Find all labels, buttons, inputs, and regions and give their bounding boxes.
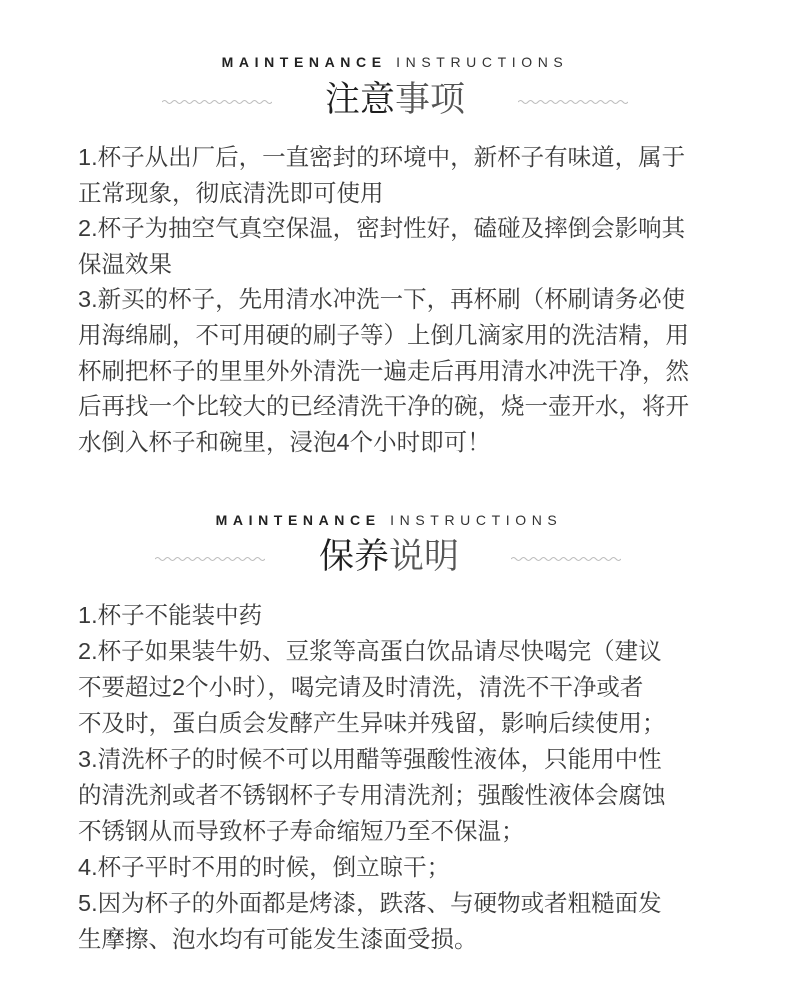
header-light-word: INSTRUCTIONS bbox=[390, 512, 563, 528]
section-1-english-header bbox=[0, 53, 790, 71]
section-2-title bbox=[0, 535, 784, 579]
section-2-body bbox=[78, 597, 768, 957]
section-1-body bbox=[78, 140, 768, 460]
header-bold-word: MAINTENANCE bbox=[215, 512, 381, 528]
body-line: 2.杯子如果装牛奶、豆浆等高蛋白饮品请尽快喝完（建议 bbox=[78, 638, 662, 664]
body-line: 2.杯子为抽空气真空保温，密封性好，磕碰及摔倒会影响其 bbox=[78, 215, 686, 242]
body-line: 杯刷把杯子的里里外外清洗一遍走后再用清水冲洗干净，然 bbox=[78, 357, 689, 384]
body-line: 不及时，蛋白质会发酵产生异味并残留，影响后续使用； bbox=[78, 710, 666, 736]
header-bold-word: MAINTENANCE bbox=[221, 54, 387, 70]
title-dark-part: 保养 bbox=[318, 537, 389, 576]
header-light-word: INSTRUCTIONS bbox=[396, 54, 569, 70]
body-line: 生摩擦、泡水均有可能发生漆面受损。 bbox=[78, 926, 478, 952]
title-dark-part: 注意 bbox=[324, 80, 395, 119]
body-line: 水倒入杯子和碗里，浸泡4个小时即可！ bbox=[78, 428, 491, 455]
body-line: 3.清洗杯子的时候不可以用醋等强酸性液体，只能用中性 bbox=[78, 746, 662, 772]
body-line: 后再找一个比较大的已经清洗干净的碗，烧一壶开水，将开 bbox=[78, 393, 689, 420]
body-line: 保温效果 bbox=[78, 250, 172, 277]
wave-divider-right-icon bbox=[518, 98, 628, 106]
body-line: 正常现象，彻底清洗即可使用 bbox=[78, 179, 384, 206]
body-line: 用海绵刷，不可用硬的刷子等）上倒几滴家用的洗洁精，用 bbox=[78, 321, 689, 348]
section-1-title bbox=[0, 78, 790, 122]
body-line: 的清洗剂或者不锈钢杯子专用清洗剂；强酸性液体会腐蚀 bbox=[78, 782, 666, 808]
title-light-part: 说明 bbox=[389, 537, 460, 576]
body-line: 不要超过2个小时），喝完请及时清洗，清洗不干净或者 bbox=[78, 674, 644, 700]
body-line: 3.新买的杯子，先用清水冲洗一下，再杯刷（杯刷请务必使 bbox=[78, 286, 686, 313]
body-line: 不锈钢从而导致杯子寿命缩短乃至不保温； bbox=[78, 818, 525, 844]
body-line: 1.杯子不能装中药 bbox=[78, 602, 263, 628]
body-line: 4.杯子平时不用的时候，倒立晾干； bbox=[78, 854, 451, 880]
body-line: 1.杯子从出厂后，一直密封的环境中，新杯子有味道，属于 bbox=[78, 144, 686, 170]
wave-divider-right-icon bbox=[511, 555, 621, 563]
section-2-english-header bbox=[0, 511, 784, 529]
title-light-part: 事项 bbox=[395, 80, 466, 119]
body-line: 5.因为杯子的外面都是烤漆，跌落、与硬物或者粗糙面发 bbox=[78, 890, 662, 916]
